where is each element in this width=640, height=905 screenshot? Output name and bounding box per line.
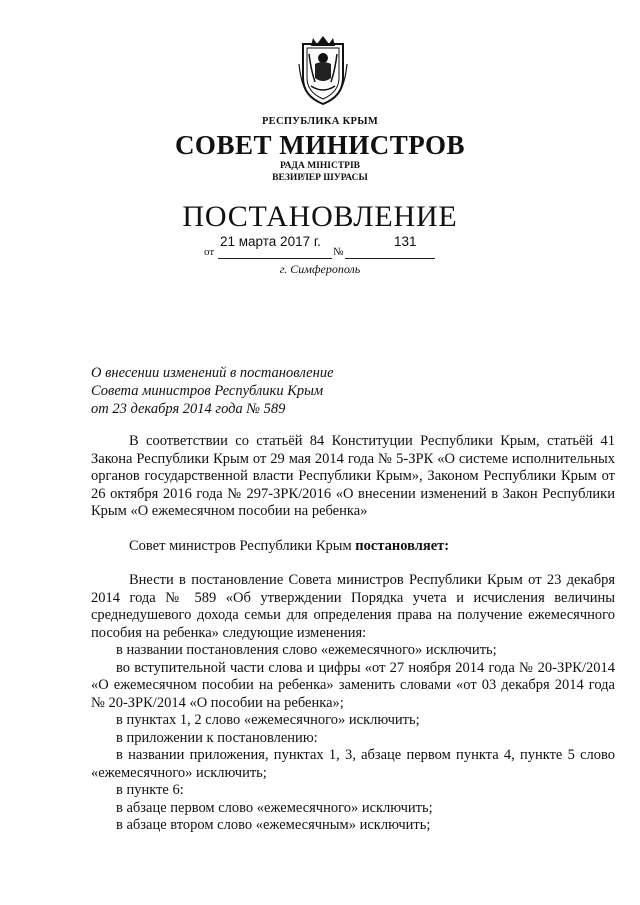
document-number: 131 bbox=[394, 234, 417, 249]
council-title: СОВЕТ МИНИСТРОВ bbox=[174, 130, 466, 160]
amendment-item: в пункте 6: bbox=[116, 782, 184, 798]
amendment-item: в приложении к постановлению: bbox=[116, 729, 318, 746]
number-underline bbox=[345, 258, 435, 259]
resolution-verb: постановляет: bbox=[355, 537, 450, 554]
date-number-line bbox=[204, 232, 436, 262]
amendment-intro-paragraph: Внести в постановление Совета министров Республики Крым от 23 декабря 2014 года № 589 «Об утверждении Порядка учета и исчисления величины среднедушевого дохода семьи для определения права на получение ежемесячного пособия на ребенка» следующие изменения: bbox=[91, 572, 615, 641]
amendment-item: в названии постановления слово «ежемесячного» исключить; bbox=[116, 642, 497, 658]
preamble-paragraph: В соответствии со статьёй 84 Конституции Республики Крым, статьёй 41 Закона Республики Крым от 29 мая 2014 года № 5-ЗРК «О системе исполнительных органов государственной власти Республики Крым», Законом Республики Крым от 26 октября 2016 года № 297-ЗРК/2016 «О внесении изменений в Закон Республики Крым «О ежемесячном пособии на ребенка» bbox=[91, 433, 615, 519]
document-subject bbox=[91, 364, 334, 418]
document-body bbox=[91, 433, 615, 835]
amendment-item: в названии приложения, пунктах 1, 3, абзаце первом пункта 4, пункте 5 слово «ежемесячного» исключить; bbox=[91, 747, 615, 781]
amendment-item: во вступительной части слова и цифры «от 27 ноября 2014 года № 20-ЗРК/2014 «О ежемесячном пособии на ребенка» заменить словами «от 03 декабря 2014 года № 20-ЗРК/2014 «О пособии на ребенка»; bbox=[91, 659, 615, 711]
coat-of-arms-emblem bbox=[297, 34, 349, 106]
amendment-item: в абзаце первом слово «ежемесячного» исключить; bbox=[116, 799, 433, 816]
document-type-title: ПОСТАНОВЛЕНИЕ bbox=[182, 200, 458, 233]
republic-title: РЕСПУБЛИКА КРЫМ bbox=[261, 116, 379, 127]
subject-line: О внесении изменений в постановление bbox=[91, 365, 334, 381]
subject-line: от 23 декабря 2014 года № 589 bbox=[91, 401, 286, 417]
city-name: г. Симферополь bbox=[279, 262, 361, 276]
resolution-paragraph bbox=[91, 538, 615, 556]
date-underline bbox=[218, 258, 332, 259]
council-title-crimean-tatar: ВЕЗИРЛЕР ШУРАСЫ bbox=[272, 173, 368, 183]
amendment-item: в пунктах 1, 2 слово «ежемесячного» исключить; bbox=[116, 712, 420, 728]
from-label: от bbox=[204, 246, 215, 258]
amendment-item: в абзаце втором слово «ежемесячным» исключить; bbox=[116, 817, 431, 833]
resolution-text: Совет министров Республики Крым bbox=[129, 537, 356, 554]
council-title-ukrainian: РАДА МІНІСТРІВ bbox=[279, 161, 360, 171]
document-date: 21 марта 2017 г. bbox=[220, 234, 321, 249]
number-label: № bbox=[333, 246, 344, 258]
subject-line: Совета министров Республики Крым bbox=[91, 383, 324, 399]
